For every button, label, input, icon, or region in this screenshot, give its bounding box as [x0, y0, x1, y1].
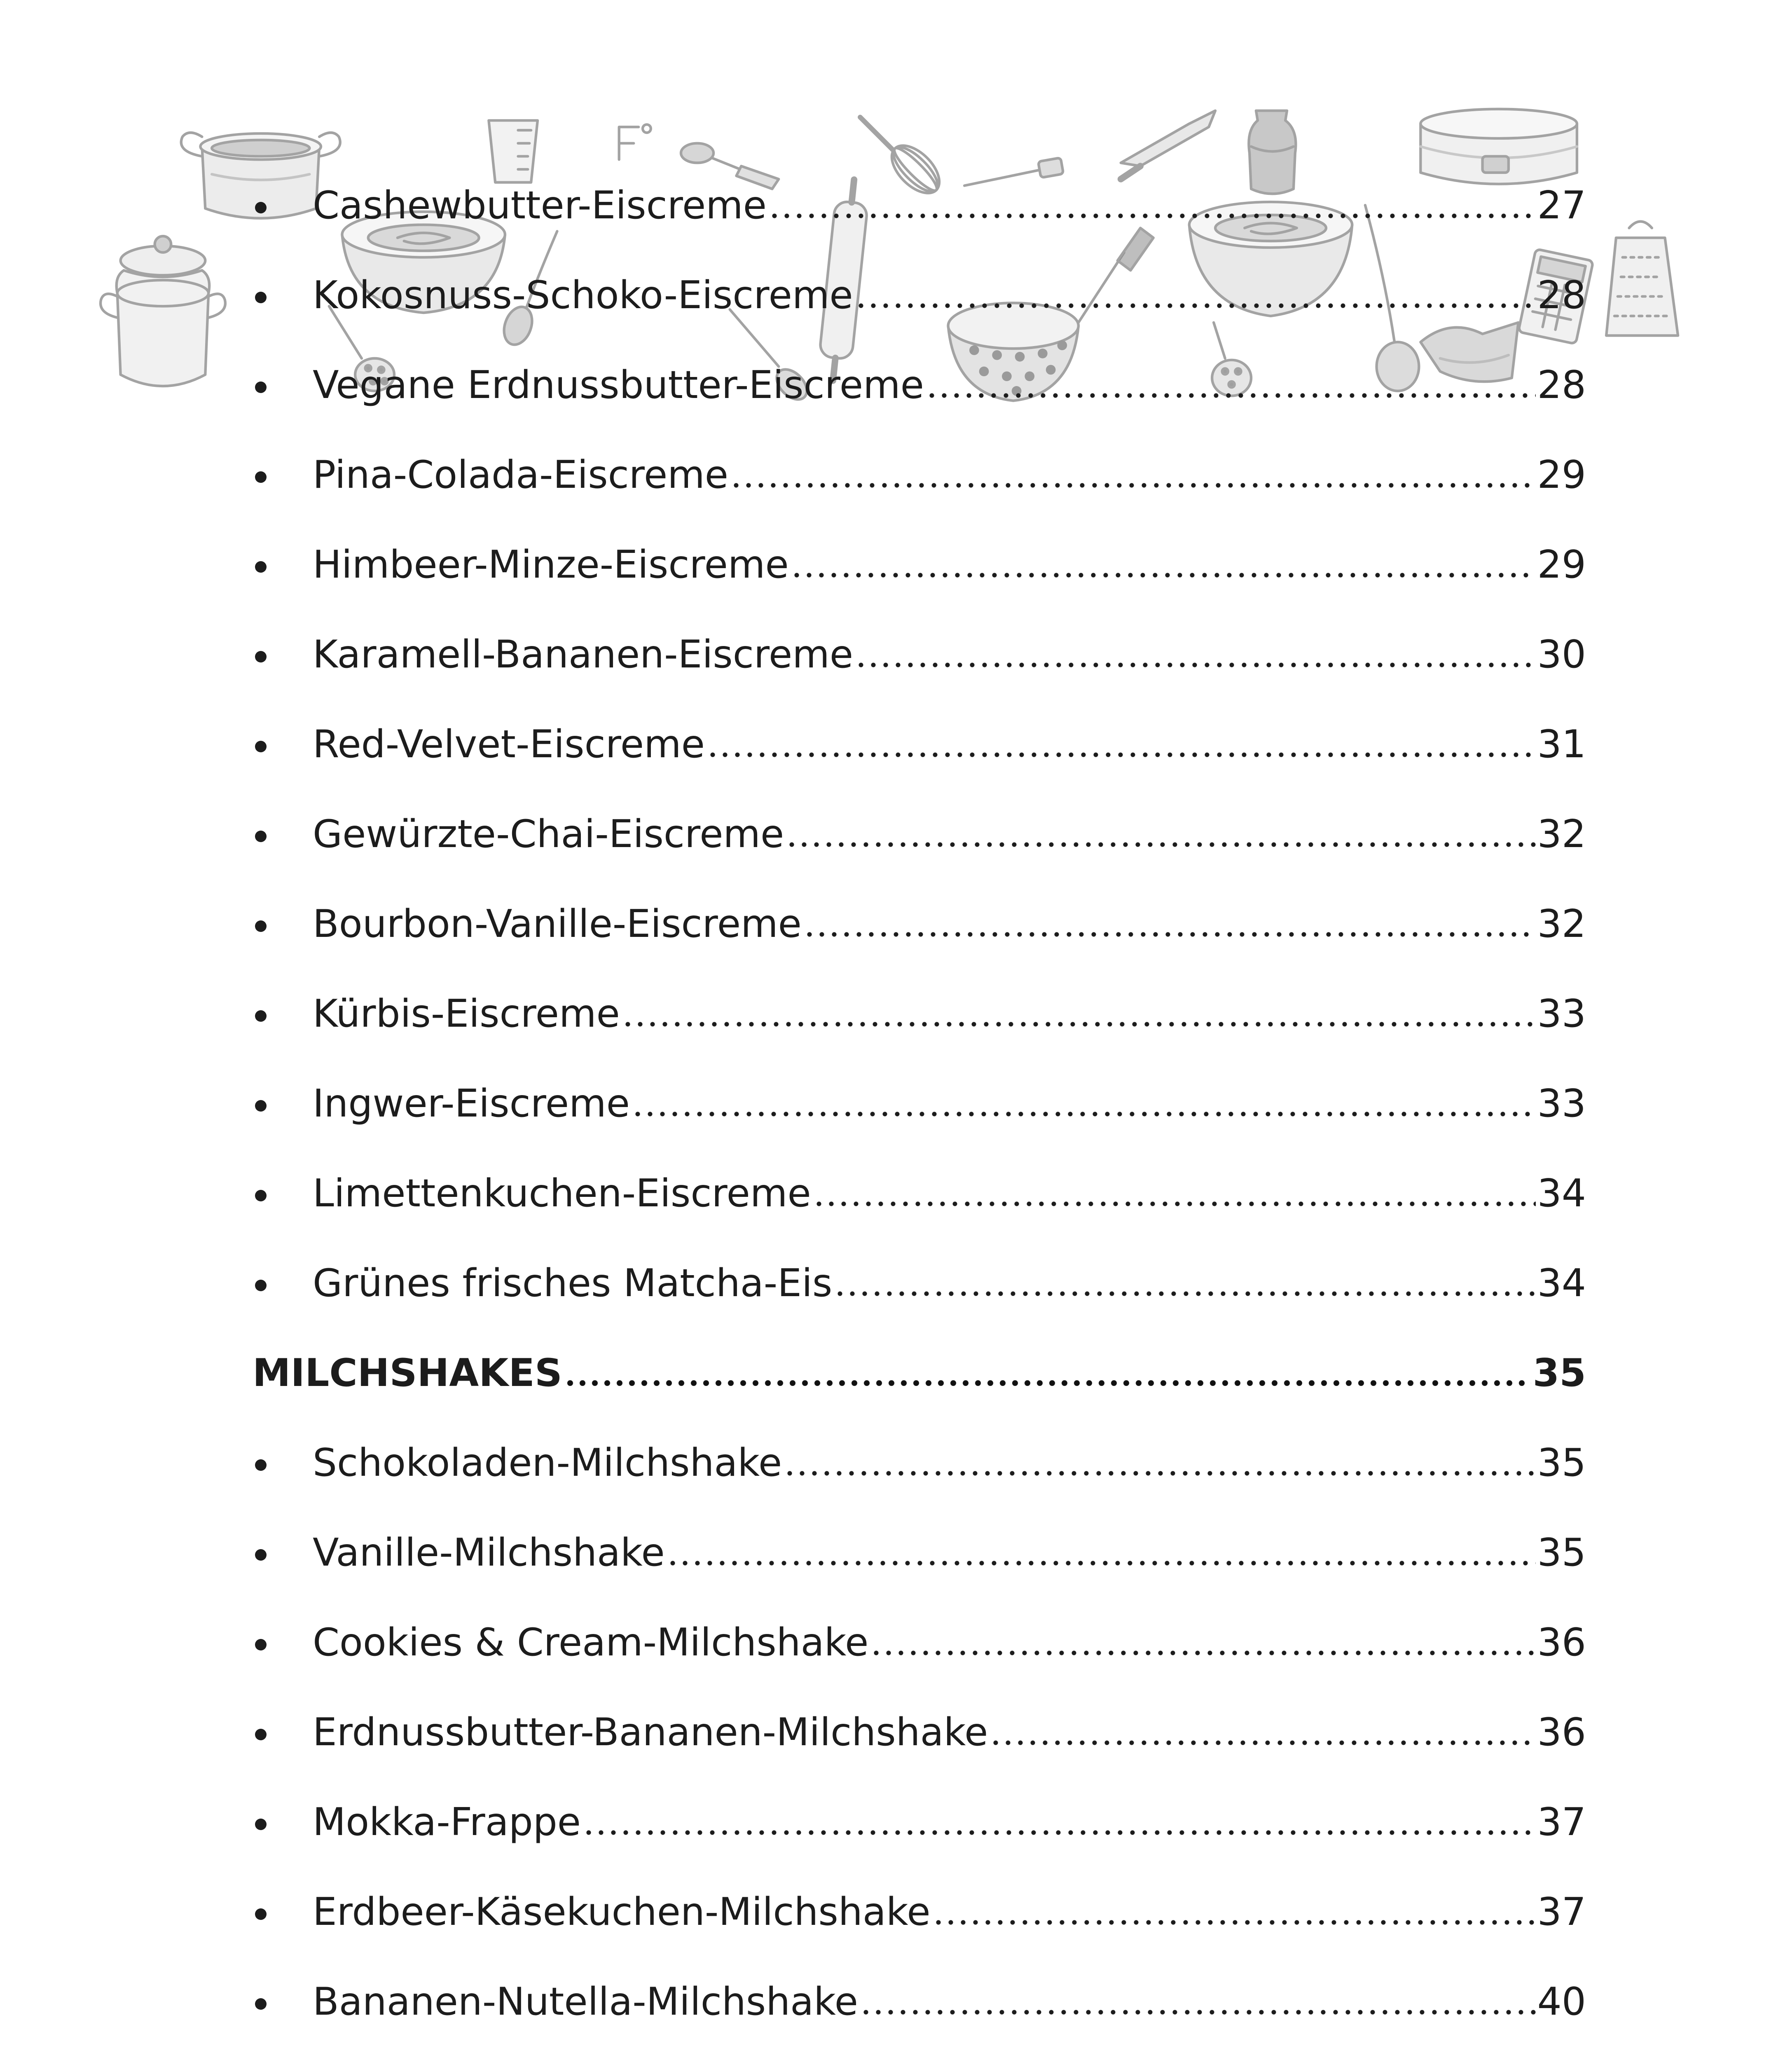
- toc-entry[interactable]: [247, 1867, 1586, 1957]
- toc-entry-page: 33: [1537, 1081, 1586, 1126]
- bullet-icon: [247, 297, 313, 308]
- toc-entry[interactable]: [247, 520, 1586, 609]
- toc-entry-page: 35: [1537, 1440, 1586, 1485]
- toc-entry[interactable]: [247, 969, 1586, 1058]
- dot-leader: [622, 1022, 1536, 1027]
- toc-entry-page: 30: [1537, 632, 1586, 677]
- table-of-contents: [247, 160, 1586, 2060]
- toc-entry-page: [1537, 2046, 1586, 2060]
- toc-section-heading[interactable]: [247, 1328, 1586, 1418]
- toc-entry[interactable]: [247, 160, 1586, 250]
- toc-entry-page: 37: [1537, 1889, 1586, 1934]
- dot-leader: [730, 483, 1536, 488]
- bullet-icon: [247, 1555, 313, 1566]
- bullet-icon: [247, 208, 313, 218]
- bullet-icon: [247, 1914, 313, 1925]
- toc-entry-page: 35: [1537, 1530, 1586, 1575]
- dot-leader: [667, 1561, 1536, 1566]
- toc-entry[interactable]: [247, 1597, 1586, 1687]
- toc-entry-page: 36: [1537, 1620, 1586, 1664]
- bullet-icon: [247, 2004, 313, 2015]
- bullet-icon: [247, 1106, 313, 1117]
- toc-entry[interactable]: [247, 1238, 1586, 1328]
- toc-entry[interactable]: [247, 789, 1586, 879]
- toc-entry[interactable]: [247, 879, 1586, 969]
- section-page: 35: [1532, 1351, 1586, 1395]
- toc-entry-page: 33: [1537, 991, 1586, 1036]
- dot-leader: [834, 1291, 1535, 1296]
- dot-leader: [707, 752, 1536, 757]
- dot-leader: [632, 1112, 1536, 1117]
- toc-entry[interactable]: [247, 1687, 1586, 1777]
- toc-entry-page: 28: [1537, 273, 1586, 317]
- bullet-icon: [247, 1016, 313, 1027]
- toc-entry-title: Vegane Erdnussbutter-Eiscreme: [313, 363, 924, 407]
- toc-entry-title: [313, 2046, 918, 2060]
- section-title: MILCHSHAKES: [253, 1351, 562, 1395]
- toc-entry[interactable]: [247, 1418, 1586, 1508]
- toc-entry-page: 28: [1537, 363, 1586, 407]
- dot-leader: [870, 1650, 1535, 1655]
- dot-leader: [583, 1830, 1536, 1835]
- toc-entry-title: Red-Velvet-Eiscreme: [313, 722, 705, 766]
- bullet-icon: [247, 1735, 313, 1745]
- toc-entry-title: Ingwer-Eiscreme: [313, 1081, 630, 1126]
- toc-entry-title: Vanille-Milchshake: [313, 1530, 665, 1575]
- toc-entry[interactable]: [247, 1777, 1586, 1867]
- toc-entry-title: Grünes frisches Matcha-Eis: [313, 1261, 833, 1305]
- toc-entry-title: Pina-Colada-Eiscreme: [313, 452, 729, 497]
- bullet-icon: [247, 1645, 313, 1655]
- toc-entry-page: 29: [1537, 542, 1586, 587]
- toc-entry-page: 32: [1537, 901, 1586, 946]
- dot-leader: [855, 303, 1536, 308]
- toc-entry-page: 31: [1537, 722, 1586, 766]
- dot-leader: [768, 213, 1536, 218]
- dot-leader: [855, 662, 1536, 667]
- dot-leader: [860, 2010, 1536, 2015]
- toc-entry-title: Bananen-Nutella-Milchshake: [313, 1979, 858, 2024]
- dot-leader: [813, 1201, 1536, 1206]
- dot-leader: [564, 1380, 1531, 1386]
- dot-leader: [990, 1740, 1535, 1745]
- toc-entry[interactable]: [247, 2046, 1586, 2060]
- toc-entry-page: 32: [1537, 812, 1586, 856]
- dot-leader: [926, 393, 1536, 398]
- toc-entry[interactable]: [247, 340, 1586, 430]
- dot-leader: [932, 1920, 1536, 1925]
- bullet-icon: [247, 1285, 313, 1296]
- bullet-icon: [247, 567, 313, 578]
- toc-entry-page: 27: [1537, 183, 1586, 227]
- toc-entry[interactable]: [247, 1058, 1586, 1148]
- toc-entry-title: Kokosnuss-Schoko-Eiscreme: [313, 273, 853, 317]
- toc-entry-page: 40: [1537, 1979, 1586, 2024]
- toc-entry[interactable]: [247, 250, 1586, 340]
- bullet-icon: [247, 1196, 313, 1206]
- toc-entry-page: 36: [1537, 1710, 1586, 1754]
- toc-entry-page: 29: [1537, 452, 1586, 497]
- toc-entry[interactable]: [247, 699, 1586, 789]
- dot-leader: [786, 842, 1535, 847]
- bullet-icon: [247, 836, 313, 847]
- dot-leader: [791, 573, 1536, 578]
- toc-entry-title: Cookies & Cream-Milchshake: [313, 1620, 869, 1664]
- toc-entry-title: Erdnussbutter-Bananen-Milchshake: [313, 1710, 988, 1754]
- toc-entry-page: 34: [1537, 1261, 1586, 1305]
- toc-entry[interactable]: [247, 1508, 1586, 1597]
- bullet-icon: [247, 387, 313, 398]
- toc-entry-title: Kürbis-Eiscreme: [313, 991, 620, 1036]
- bullet-icon: [247, 657, 313, 667]
- bullet-icon: [247, 1824, 313, 1835]
- toc-entry-title: Karamell-Bananen-Eiscreme: [313, 632, 854, 677]
- toc-entry-title: Mokka-Frappe: [313, 1800, 581, 1844]
- toc-entry-title: Erdbeer-Käsekuchen-Milchshake: [313, 1889, 931, 1934]
- toc-entry[interactable]: [247, 430, 1586, 520]
- toc-entry-title: Gewürzte-Chai-Eiscreme: [313, 812, 784, 856]
- dot-leader: [784, 1471, 1535, 1476]
- toc-entry-title: Limettenkuchen-Eiscreme: [313, 1171, 811, 1215]
- bullet-icon: [247, 1465, 313, 1476]
- toc-entry[interactable]: [247, 609, 1586, 699]
- bullet-icon: [247, 747, 313, 757]
- dot-leader: [803, 932, 1536, 937]
- toc-entry[interactable]: [247, 1148, 1586, 1238]
- toc-entry-page: 34: [1537, 1171, 1586, 1215]
- toc-entry-title: Bourbon-Vanille-Eiscreme: [313, 901, 802, 946]
- toc-entry-title: Himbeer-Minze-Eiscreme: [313, 542, 789, 587]
- bullet-icon: [247, 926, 313, 937]
- toc-entry-title: Cashewbutter-Eiscreme: [313, 183, 767, 227]
- toc-entry[interactable]: [247, 1957, 1586, 2046]
- toc-entry-title: Schokoladen-Milchshake: [313, 1440, 782, 1485]
- bullet-icon: [247, 477, 313, 488]
- toc-entry-page: 37: [1537, 1800, 1586, 1844]
